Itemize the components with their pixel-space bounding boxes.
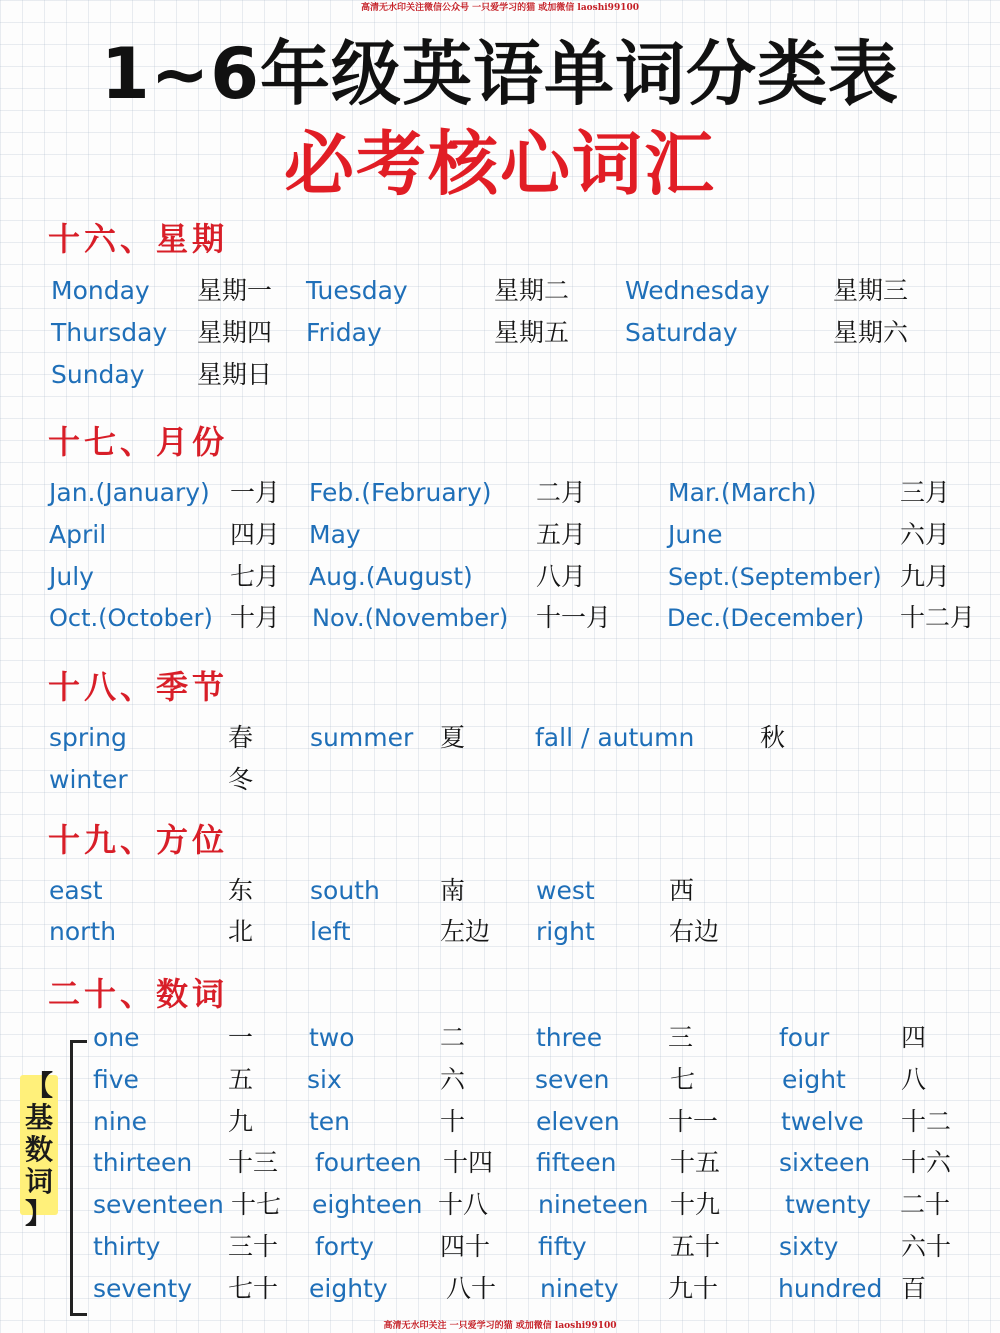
word-en: one	[93, 1023, 140, 1052]
word-en: Thursday	[51, 318, 168, 347]
cardinal-label-text	[20, 1070, 58, 1230]
word-en: July	[49, 562, 94, 591]
word-en: Saturday	[625, 318, 738, 347]
word-en: ninety	[540, 1274, 619, 1303]
word-en: south	[310, 876, 380, 905]
word-en: fifteen	[536, 1148, 617, 1177]
word-cn: 六十	[901, 1232, 952, 1261]
word-cn: 十二月	[900, 603, 976, 632]
word-cn: 十四	[443, 1148, 494, 1177]
word-cn: 八十	[446, 1274, 497, 1303]
word-en: thirteen	[93, 1148, 193, 1177]
word-en: right	[536, 917, 595, 946]
word-en: sixty	[779, 1232, 839, 1261]
watermark-top: 高清无水印关注微信公众号 一只爱学习的猫 或加微信 laoshi99100	[361, 3, 639, 13]
word-cn: 七十	[228, 1274, 279, 1303]
word-cn: 星期一	[197, 276, 273, 305]
word-en: Nov.(November)	[312, 604, 509, 632]
word-cn: 十一	[668, 1107, 719, 1136]
word-en: winter	[49, 765, 128, 794]
word-cn: 三	[668, 1023, 694, 1052]
word-cn: 五	[228, 1065, 254, 1094]
word-en: ten	[309, 1107, 351, 1136]
word-cn: 二	[440, 1023, 466, 1052]
word-cn: 五月	[536, 520, 587, 549]
word-en: fall / autumn	[535, 723, 695, 752]
word-en: nine	[93, 1107, 148, 1136]
word-en: four	[779, 1023, 830, 1052]
word-cn: 东	[228, 876, 254, 905]
word-en: Oct.(October)	[49, 604, 213, 632]
word-en: May	[309, 520, 361, 549]
word-en: fourteen	[315, 1148, 422, 1177]
word-cn: 八	[901, 1065, 927, 1094]
word-cn: 二十	[900, 1190, 951, 1219]
word-cn: 星期五	[494, 318, 570, 347]
word-en: nineteen	[538, 1190, 649, 1219]
word-cn: 五十	[670, 1232, 721, 1261]
word-en: Sept.(September)	[668, 563, 882, 591]
cardinal-label-char: 【	[24, 1069, 53, 1102]
word-en: Jan.(January)	[49, 478, 210, 507]
section-heading-directions: 十九、方位	[48, 821, 229, 859]
word-cn: 六月	[900, 520, 951, 549]
page-subtitle: 必考核心词汇	[284, 123, 716, 205]
word-en: Feb.(February)	[309, 478, 492, 507]
word-en: spring	[49, 723, 127, 752]
word-cn: 三十	[228, 1232, 279, 1261]
word-cn: 九月	[900, 562, 951, 591]
word-en: eighteen	[312, 1190, 423, 1219]
word-cn: 七月	[230, 562, 281, 591]
word-cn: 十七	[231, 1190, 282, 1219]
word-cn: 北	[228, 917, 254, 946]
word-cn: 十月	[230, 603, 281, 632]
word-en: Monday	[51, 276, 150, 305]
word-en: left	[310, 917, 351, 946]
word-cn: 四	[901, 1023, 927, 1052]
cardinal-label-char: 数	[24, 1133, 53, 1166]
word-cn: 右边	[669, 917, 720, 946]
word-en: eleven	[536, 1107, 620, 1136]
word-cn: 九十	[668, 1274, 719, 1303]
word-cn: 八月	[536, 562, 587, 591]
word-cn: 春	[228, 723, 254, 752]
cardinal-bracket	[70, 1040, 87, 1316]
word-en: three	[536, 1023, 603, 1052]
word-en: seventy	[93, 1274, 193, 1303]
word-en: Mar.(March)	[668, 478, 817, 507]
word-en: summer	[310, 723, 414, 752]
word-en: forty	[315, 1232, 374, 1261]
page-title: 1~6年级英语单词分类表	[100, 33, 900, 115]
word-en: seventeen	[93, 1190, 224, 1219]
word-en: seven	[535, 1065, 610, 1094]
word-cn: 九	[228, 1107, 254, 1136]
word-en: north	[49, 917, 117, 946]
word-cn: 星期日	[197, 360, 273, 389]
word-en: June	[668, 520, 723, 549]
word-cn: 十一月	[536, 603, 612, 632]
word-en: west	[536, 876, 595, 905]
cardinal-label	[20, 1070, 58, 1230]
word-en: eighty	[309, 1274, 388, 1303]
word-cn: 二月	[536, 478, 587, 507]
section-heading-seasons: 十八、季节	[48, 668, 229, 706]
word-cn: 十三	[228, 1148, 279, 1177]
cardinal-label-char: 词	[24, 1165, 53, 1198]
word-cn: 百	[901, 1274, 927, 1303]
word-cn: 四十	[440, 1232, 491, 1261]
watermark-bottom: 高清无水印关注 一只爱学习的猫 或加微信 laoshi99100	[383, 1321, 617, 1331]
word-cn: 十八	[438, 1190, 489, 1219]
word-cn: 西	[669, 876, 695, 905]
word-en: twelve	[781, 1107, 864, 1136]
word-cn: 夏	[440, 723, 466, 752]
word-cn: 十六	[901, 1148, 952, 1177]
section-heading-months: 十七、月份	[48, 423, 229, 461]
word-en: two	[309, 1023, 355, 1052]
word-en: Aug.(August)	[309, 562, 473, 591]
section-heading-weekdays: 十六、星期	[48, 220, 229, 258]
word-en: six	[307, 1065, 342, 1094]
word-en: Dec.(December)	[667, 604, 865, 632]
word-cn: 一月	[230, 478, 281, 507]
word-en: April	[49, 520, 107, 549]
word-cn: 七	[670, 1065, 696, 1094]
word-cn: 十九	[670, 1190, 721, 1219]
word-cn: 南	[440, 876, 466, 905]
word-cn: 三月	[900, 478, 951, 507]
word-cn: 星期二	[494, 276, 570, 305]
word-cn: 十五	[670, 1148, 721, 1177]
word-cn: 一	[228, 1023, 254, 1052]
word-en: fifty	[538, 1232, 587, 1261]
word-cn: 星期三	[833, 276, 909, 305]
word-en: Tuesday	[306, 276, 408, 305]
cardinal-label-char: 基	[24, 1101, 53, 1134]
word-en: east	[49, 876, 103, 905]
word-en: five	[93, 1065, 139, 1094]
word-en: thirty	[93, 1232, 161, 1261]
cardinal-label-char: 】	[24, 1197, 53, 1230]
word-en: twenty	[785, 1190, 872, 1219]
word-en: Friday	[306, 318, 382, 347]
word-cn: 十	[440, 1107, 466, 1136]
word-cn: 六	[440, 1065, 466, 1094]
word-cn: 左边	[440, 917, 491, 946]
word-cn: 十二	[901, 1107, 952, 1136]
word-cn: 秋	[760, 723, 786, 752]
word-cn: 星期四	[197, 318, 273, 347]
word-cn: 四月	[230, 520, 281, 549]
word-en: hundred	[778, 1274, 883, 1303]
word-en: eight	[782, 1065, 846, 1094]
word-en: sixteen	[779, 1148, 871, 1177]
word-en: Sunday	[51, 360, 145, 389]
word-en: Wednesday	[625, 276, 770, 305]
section-heading-numbers: 二十、数词	[48, 975, 229, 1013]
word-cn: 冬	[228, 765, 254, 794]
word-cn: 星期六	[833, 318, 909, 347]
